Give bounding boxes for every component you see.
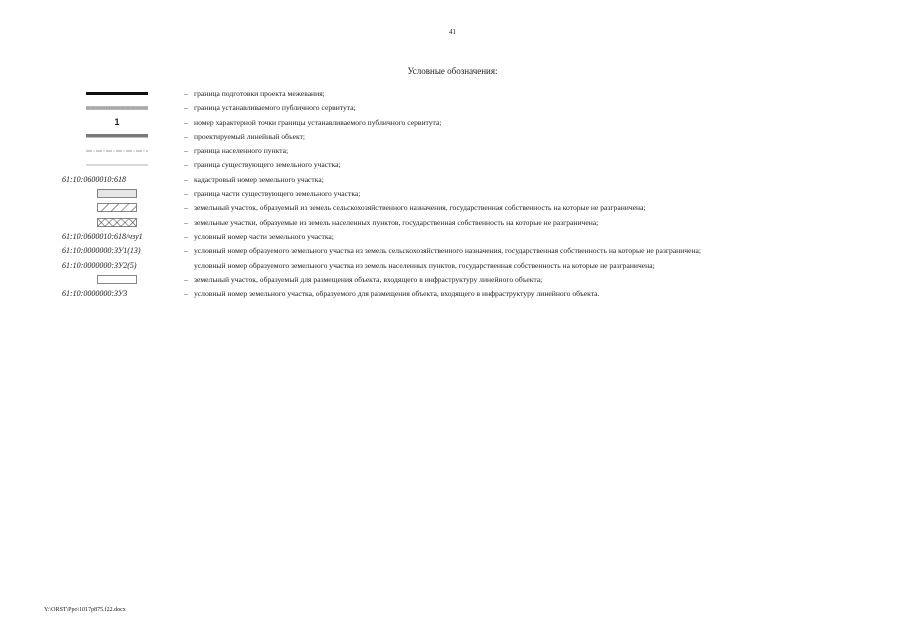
legend-dash: – xyxy=(184,231,188,241)
legend-description: граница устанавливаемого публичного сервитута; xyxy=(194,103,356,113)
gray-thick-line-icon xyxy=(56,132,178,141)
conditional-number-code: 61:10:0000000:ЗУ1(13) xyxy=(62,246,141,256)
legend-description: граница существующего земельного участка; xyxy=(194,160,341,170)
page-number: 41 xyxy=(449,28,456,36)
legend-description: земельный участок, образуемый для размещения объекта, входящего в инфраструктуру линейного объекта; xyxy=(194,274,543,284)
legend-row xyxy=(56,89,856,98)
legend-row xyxy=(56,103,856,112)
legend-description: условный номер образуемого земельного участка из земель населенных пунктов, государственная собственность на которые не разграничена; xyxy=(194,260,655,270)
legend-description: условный номер земельного участка, образуемого для размещения объекта, входящего в инфраструктуру линейного объекта. xyxy=(194,289,600,299)
legend-dash: – xyxy=(184,274,188,284)
legend-row xyxy=(56,160,856,169)
legend-row xyxy=(56,261,856,270)
legend-dash: – xyxy=(184,203,188,213)
cadastral-number-code: 61:10:0600010:618 xyxy=(62,174,126,184)
thin-gray-line-icon xyxy=(56,160,178,169)
conditional-number-code: 61:10:0000000:ЗУ3 xyxy=(62,289,128,299)
legend-dash: – xyxy=(184,174,188,184)
legend-row xyxy=(56,289,856,298)
legend-row xyxy=(56,203,856,212)
legend-description: граница подготовки проекта межевания; xyxy=(194,89,325,98)
thick-black-line-icon xyxy=(56,89,178,98)
dotted-fill-box-icon xyxy=(56,189,178,198)
legend-description: земельный участок, образуемый из земель сельскохозяйственного назначения, государственная собственность на которые не разграничена; xyxy=(194,203,646,213)
legend-dash: – xyxy=(184,189,188,199)
legend-dash: – xyxy=(184,131,188,141)
legend-list xyxy=(56,89,856,303)
legend-row xyxy=(56,146,856,155)
legend-dash: – xyxy=(184,160,188,170)
legend-dash: – xyxy=(184,89,188,98)
footer-file-path: Y:\ORST\Ppo\1017p875.f22.docx xyxy=(44,607,126,613)
legend-dash: – xyxy=(184,289,188,299)
legend-row xyxy=(56,189,856,198)
point-number-label: 1 xyxy=(114,116,120,127)
legend-row xyxy=(56,132,856,141)
gray-hatched-line-icon xyxy=(56,103,178,112)
legend-description: номер характерной точки границы устанавливаемого публичного сервитута; xyxy=(194,117,442,127)
cross-hatch-box-icon xyxy=(56,218,178,227)
legend-description: кадастровый номер земельного участка; xyxy=(194,174,324,184)
part-number-code: 61:10:0600010:618/чзу1 xyxy=(62,231,143,241)
legend-description: земельные участки, образуемые из земель населенных пунктов, государственная собственность на которые не разграничена; xyxy=(194,217,599,227)
point-number-label-icon xyxy=(56,118,178,127)
conditional-number-code: 61:10:0000000:ЗУ2(5) xyxy=(62,260,137,270)
legend-description: условный номер части земельного участка; xyxy=(194,231,334,241)
legend-dash: – xyxy=(184,103,188,113)
legend-description: условный номер образуемого земельного участка из земель сельскохозяйственного назначения, государственная собственность на которые не разграничена; xyxy=(194,246,701,256)
legend-row xyxy=(56,118,856,127)
legend-description: проектируемый линейный объект; xyxy=(194,131,305,141)
legend-row xyxy=(56,175,856,184)
legend-dash: – xyxy=(184,217,188,227)
legend-title: Условные обозначения: xyxy=(407,66,498,76)
dash-dot-line-icon xyxy=(56,146,178,155)
empty-box-icon xyxy=(56,275,178,284)
legend-row xyxy=(56,232,856,241)
legend-description: граница населенного пункта; xyxy=(194,146,289,156)
legend-dash: – xyxy=(184,246,188,256)
legend-description: граница части существующего земельного участка; xyxy=(194,189,361,199)
legend-row xyxy=(56,246,856,255)
diagonal-hatch-box-icon xyxy=(56,203,178,212)
legend-dash: – xyxy=(184,117,188,127)
legend-row xyxy=(56,218,856,227)
legend-row xyxy=(56,275,856,284)
legend-dash: – xyxy=(184,146,188,156)
